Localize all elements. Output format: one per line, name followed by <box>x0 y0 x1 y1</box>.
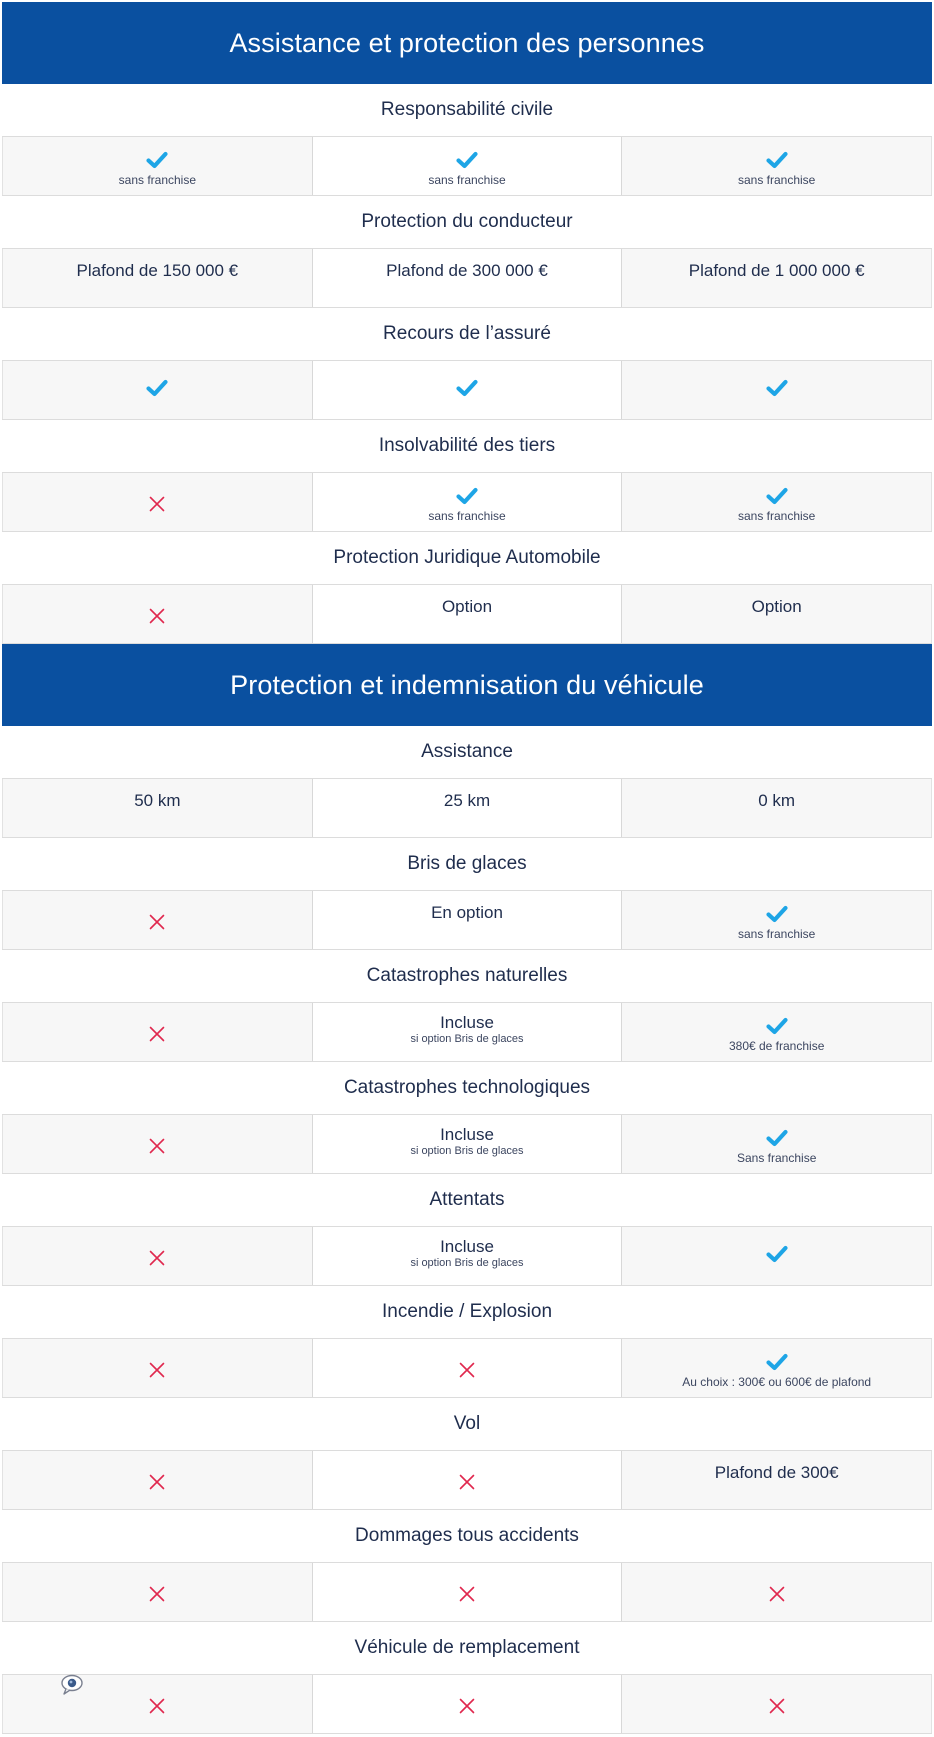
check-icon <box>766 377 788 399</box>
cross-icon <box>459 1359 475 1381</box>
table-cell <box>2 1563 312 1621</box>
check-icon <box>456 377 478 399</box>
row-cells <box>2 1339 932 1398</box>
cross-icon <box>459 1695 475 1717</box>
row-title: Insolvabilité des tiers <box>2 420 932 473</box>
cross-icon <box>149 605 165 627</box>
cell-value: Plafond de 300€ <box>714 1463 839 1482</box>
cell-value: Option <box>751 597 802 616</box>
row-cells <box>2 137 932 196</box>
table-cell <box>2 473 312 531</box>
cell-note: Au choix : 300€ ou 600€ de plafond <box>682 1375 872 1389</box>
row-cells <box>2 891 932 950</box>
row-cells <box>2 1115 932 1174</box>
row-title: Protection Juridique Automobile <box>2 532 932 585</box>
check-icon <box>766 1127 788 1149</box>
table-cell <box>312 1563 623 1621</box>
row-cells <box>2 1227 932 1286</box>
cell-note: si option Bris de glaces <box>410 1145 524 1157</box>
cell-value: Plafond de 1 000 000 € <box>688 261 865 280</box>
table-cell <box>622 1339 932 1397</box>
section-header: Assistance et protection des personnes <box>2 2 932 84</box>
table-cell <box>312 249 623 307</box>
cross-icon <box>459 1471 475 1493</box>
table-cell <box>312 473 623 531</box>
table-cell <box>312 1227 623 1285</box>
cross-icon <box>769 1583 785 1605</box>
cell-value: Incluse <box>440 1125 494 1144</box>
table-cell <box>2 585 312 643</box>
table-cell <box>312 1451 623 1509</box>
cell-note: 380€ de franchise <box>728 1039 825 1053</box>
row-cells <box>2 1563 932 1622</box>
table-cell <box>2 361 312 419</box>
cell-note: sans franchise <box>737 173 816 187</box>
cross-icon <box>149 1471 165 1493</box>
row-title: Protection du conducteur <box>2 196 932 249</box>
comparison-table <box>2 2 932 1734</box>
cross-icon <box>149 1359 165 1381</box>
table-cell <box>2 779 312 837</box>
table-cell <box>622 137 932 195</box>
cell-note: sans franchise <box>737 927 816 941</box>
cell-note: Sans franchise <box>736 1151 817 1165</box>
check-icon <box>766 1243 788 1265</box>
cross-icon <box>149 493 165 515</box>
cell-note: sans franchise <box>118 173 197 187</box>
cross-icon <box>149 1695 165 1717</box>
row-cells <box>2 779 932 838</box>
cell-value: Incluse <box>440 1013 494 1032</box>
table-cell <box>2 891 312 949</box>
cell-note: sans franchise <box>737 509 816 523</box>
row-title: Assistance <box>2 726 932 779</box>
row-cells <box>2 1675 932 1734</box>
row-title: Responsabilité civile <box>2 84 932 137</box>
cross-icon <box>149 1247 165 1269</box>
cell-value: Plafond de 300 000 € <box>386 261 548 280</box>
table-cell <box>2 137 312 195</box>
cell-value: 25 km <box>443 791 491 810</box>
row-cells <box>2 361 932 420</box>
row-title: Véhicule de remplacement <box>2 1622 932 1675</box>
table-cell <box>2 249 312 307</box>
row-title: Incendie / Explosion <box>2 1286 932 1339</box>
cell-note: si option Bris de glaces <box>410 1033 524 1045</box>
table-cell <box>312 891 623 949</box>
table-cell <box>312 1003 623 1061</box>
table-cell <box>2 1451 312 1509</box>
chat-bubble-icon[interactable] <box>60 1674 84 1696</box>
table-cell <box>622 249 932 307</box>
table-cell <box>622 1003 932 1061</box>
table-cell <box>622 1451 932 1509</box>
table-cell <box>622 1115 932 1173</box>
table-cell <box>312 1675 623 1733</box>
check-icon <box>766 1351 788 1373</box>
check-icon <box>456 485 478 507</box>
cross-icon <box>459 1583 475 1605</box>
section-header: Protection et indemnisation du véhicule <box>2 644 932 726</box>
cell-value: 50 km <box>134 791 181 810</box>
table-cell <box>312 779 623 837</box>
row-title: Vol <box>2 1398 932 1451</box>
cell-value: Plafond de 150 000 € <box>76 261 239 280</box>
table-cell <box>2 1003 312 1061</box>
check-icon <box>146 377 168 399</box>
row-cells <box>2 1003 932 1062</box>
table-cell <box>312 585 623 643</box>
row-title: Catastrophes naturelles <box>2 950 932 1003</box>
check-icon <box>766 903 788 925</box>
cross-icon <box>149 1023 165 1045</box>
table-cell <box>622 779 932 837</box>
row-cells <box>2 249 932 308</box>
table-cell <box>622 585 932 643</box>
cell-value: Incluse <box>440 1237 494 1256</box>
cell-note: si option Bris de glaces <box>410 1257 524 1269</box>
cross-icon <box>769 1695 785 1717</box>
row-cells <box>2 1451 932 1510</box>
row-cells <box>2 585 932 644</box>
table-cell <box>312 361 623 419</box>
table-cell <box>2 1227 312 1285</box>
table-cell <box>622 1563 932 1621</box>
table-cell <box>312 1339 623 1397</box>
cell-value: 0 km <box>758 791 796 810</box>
cross-icon <box>149 1583 165 1605</box>
row-title: Bris de glaces <box>2 838 932 891</box>
row-title: Dommages tous accidents <box>2 1510 932 1563</box>
table-cell <box>622 361 932 419</box>
check-icon <box>766 149 788 171</box>
table-cell <box>2 1115 312 1173</box>
table-cell <box>622 1675 932 1733</box>
table-cell <box>312 1115 623 1173</box>
table-cell <box>2 1675 312 1733</box>
table-cell <box>622 891 932 949</box>
check-icon <box>766 485 788 507</box>
cross-icon <box>149 1135 165 1157</box>
row-title: Catastrophes technologiques <box>2 1062 932 1115</box>
cross-icon <box>149 911 165 933</box>
table-cell <box>622 473 932 531</box>
cell-note: sans franchise <box>428 173 506 187</box>
cell-value: En option <box>431 903 503 922</box>
row-title: Attentats <box>2 1174 932 1227</box>
cell-note: sans franchise <box>428 509 506 523</box>
check-icon <box>456 149 478 171</box>
check-icon <box>766 1015 788 1037</box>
table-cell <box>312 137 623 195</box>
row-cells <box>2 473 932 532</box>
table-cell <box>622 1227 932 1285</box>
row-title: Recours de l’assuré <box>2 308 932 361</box>
cell-value: Option <box>441 597 493 616</box>
check-icon <box>146 149 168 171</box>
table-cell <box>2 1339 312 1397</box>
